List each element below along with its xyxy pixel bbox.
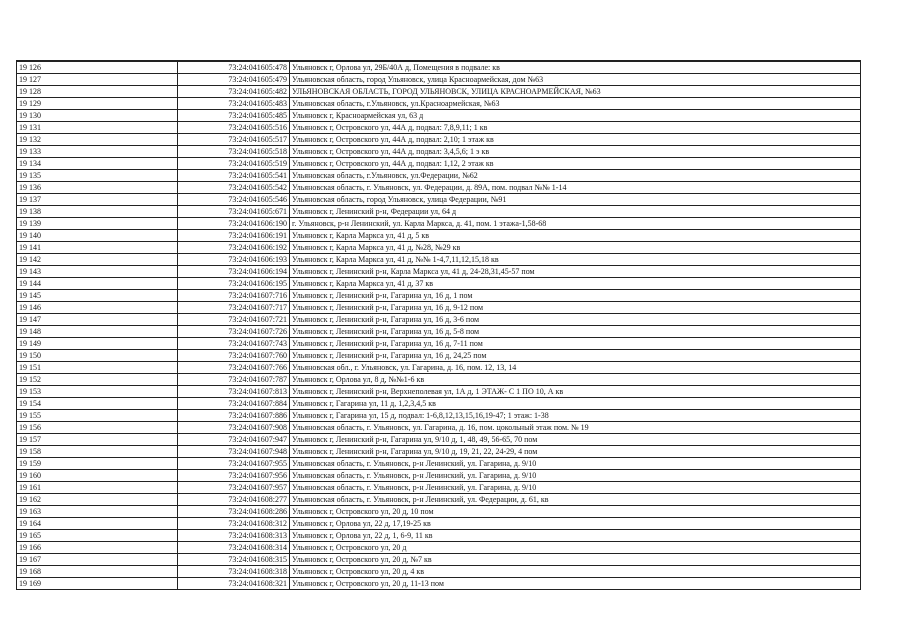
cadastral-number-cell: 73:24:041606:191 — [178, 230, 290, 242]
address-cell: Ульяновск г, Красноармейская ул, 63 д — [290, 110, 861, 122]
table-row — [17, 374, 861, 386]
table-row — [17, 98, 861, 110]
cadastral-number-cell: 73:24:041607:743 — [178, 338, 290, 350]
row-number-cell: 19 148 — [17, 326, 178, 338]
row-number-cell: 19 167 — [17, 554, 178, 566]
cadastral-number-cell: 73:24:041607:908 — [178, 422, 290, 434]
cadastral-number-cell: 73:24:041605:479 — [178, 74, 290, 86]
address-cell: Ульяновск г, Орлова ул, 29Б/40А д, Помещения в подвале: кв — [290, 61, 861, 74]
table-row — [17, 266, 861, 278]
address-cell: Ульяновск г, Ленинский р-н, Гагарина ул, 16 д, 9-12 пом — [290, 302, 861, 314]
row-number-cell: 19 151 — [17, 362, 178, 374]
cadastral-number-cell: 73:24:041607:787 — [178, 374, 290, 386]
address-cell: Ульяновская обл., г. Ульяновск, ул. Гагарина, д. 16, пом. 12, 13, 14 — [290, 362, 861, 374]
table-row — [17, 542, 861, 554]
cadastral-number-cell: 73:24:041605:671 — [178, 206, 290, 218]
address-cell: Ульяновск г, Островского ул, 44А д, подвал: 1,12, 2 этаж кв — [290, 158, 861, 170]
address-cell: Ульяновск г, Ленинский р-н, Гагарина ул, 16 д, 24,25 пом — [290, 350, 861, 362]
table-row — [17, 422, 861, 434]
address-cell: УЛЬЯНОВСКАЯ ОБЛАСТЬ, ГОРОД УЛЬЯНОВСК, УЛИЦА КРАСНОАРМЕЙСКАЯ, №63 — [290, 86, 861, 98]
cadastral-number-cell: 73:24:041608:286 — [178, 506, 290, 518]
row-number-cell: 19 168 — [17, 566, 178, 578]
cadastral-number-cell: 73:24:041605:541 — [178, 170, 290, 182]
table-row — [17, 458, 861, 470]
address-cell: Ульяновск г, Карла Маркса ул, 41 д, №28, №29 кв — [290, 242, 861, 254]
cadastral-number-cell: 73:24:041607:886 — [178, 410, 290, 422]
table-row — [17, 386, 861, 398]
cadastral-number-cell: 73:24:041606:195 — [178, 278, 290, 290]
cadastral-number-cell: 73:24:041607:813 — [178, 386, 290, 398]
table-row — [17, 302, 861, 314]
table-row — [17, 242, 861, 254]
cadastral-number-cell: 73:24:041605:483 — [178, 98, 290, 110]
row-number-cell: 19 153 — [17, 386, 178, 398]
row-number-cell: 19 126 — [17, 61, 178, 74]
cadastral-number-cell: 73:24:041607:956 — [178, 470, 290, 482]
row-number-cell: 19 131 — [17, 122, 178, 134]
address-cell: Ульяновск г, Островского ул, 20 д — [290, 542, 861, 554]
row-number-cell: 19 162 — [17, 494, 178, 506]
address-cell: Ульяновск г, Карла Маркса ул, 41 д, №№ 1-4,7,11,12,15,18 кв — [290, 254, 861, 266]
table-row — [17, 170, 861, 182]
row-number-cell: 19 138 — [17, 206, 178, 218]
table-row — [17, 206, 861, 218]
row-number-cell: 19 147 — [17, 314, 178, 326]
table-row — [17, 362, 861, 374]
address-cell: Ульяновск г, Ленинский р-н, Гагарина ул, 16 д, 7-11 пом — [290, 338, 861, 350]
cadastral-number-cell: 73:24:041605:542 — [178, 182, 290, 194]
row-number-cell: 19 142 — [17, 254, 178, 266]
cadastral-number-cell: 73:24:041607:716 — [178, 290, 290, 302]
row-number-cell: 19 169 — [17, 578, 178, 590]
address-cell: Ульяновск г, Ленинский р-н, Карла Маркса ул, 41 д, 24-28,31,45-57 пом — [290, 266, 861, 278]
row-number-cell: 19 129 — [17, 98, 178, 110]
table-row — [17, 314, 861, 326]
address-cell: Ульяновская область, г. Ульяновск, ул. Федерации, д. 89А, пом. подвал №№ 1-14 — [290, 182, 861, 194]
cadastral-number-cell: 73:24:041605:517 — [178, 134, 290, 146]
cadastral-number-cell: 73:24:041605:482 — [178, 86, 290, 98]
address-cell: Ульяновская область, город Ульяновск, улица Красноармейская, дом №63 — [290, 74, 861, 86]
cadastral-number-cell: 73:24:041605:546 — [178, 194, 290, 206]
table-row — [17, 74, 861, 86]
table-row — [17, 350, 861, 362]
cadastral-number-cell: 73:24:041607:717 — [178, 302, 290, 314]
row-number-cell: 19 166 — [17, 542, 178, 554]
row-number-cell: 19 160 — [17, 470, 178, 482]
address-cell: Ульяновск г, Островского ул, 20 д, 10 пом — [290, 506, 861, 518]
table-row — [17, 326, 861, 338]
table-row — [17, 494, 861, 506]
cadastral-number-cell: 73:24:041607:884 — [178, 398, 290, 410]
table-row — [17, 218, 861, 230]
address-cell: Ульяновск г, Островского ул, 44А д, подвал: 7,8,9,11; 1 кв — [290, 122, 861, 134]
table-row — [17, 578, 861, 590]
row-number-cell: 19 133 — [17, 146, 178, 158]
table-row — [17, 398, 861, 410]
table-row — [17, 230, 861, 242]
table-row — [17, 122, 861, 134]
row-number-cell: 19 137 — [17, 194, 178, 206]
row-number-cell: 19 132 — [17, 134, 178, 146]
table-row — [17, 482, 861, 494]
registry-table — [16, 60, 861, 590]
address-cell: Ульяновская область, г. Ульяновск, р-н Ленинский, ул. Гагарина, д. 9/10 — [290, 470, 861, 482]
address-cell: Ульяновск г, Островского ул, 20 д, 4 кв — [290, 566, 861, 578]
cadastral-number-cell: 73:24:041608:277 — [178, 494, 290, 506]
row-number-cell: 19 157 — [17, 434, 178, 446]
row-number-cell: 19 155 — [17, 410, 178, 422]
table-row — [17, 254, 861, 266]
table-row — [17, 134, 861, 146]
table-row — [17, 278, 861, 290]
address-cell: Ульяновская область, г.Ульяновск, ул.Федерации, №62 — [290, 170, 861, 182]
cadastral-number-cell: 73:24:041607:955 — [178, 458, 290, 470]
address-cell: Ульяновская область, г. Ульяновск, р-н Ленинский, ул. Гагарина, д. 9/10 — [290, 482, 861, 494]
address-cell: Ульяновск г, Орлова ул, 8 д, №№1-6 кв — [290, 374, 861, 386]
cadastral-number-cell: 73:24:041608:314 — [178, 542, 290, 554]
address-cell: Ульяновск г, Карла Маркса ул, 41 д, 37 кв — [290, 278, 861, 290]
table-row — [17, 566, 861, 578]
cadastral-number-cell: 73:24:041606:190 — [178, 218, 290, 230]
row-number-cell: 19 143 — [17, 266, 178, 278]
cadastral-number-cell: 73:24:041608:318 — [178, 566, 290, 578]
cadastral-number-cell: 73:24:041608:313 — [178, 530, 290, 542]
cadastral-number-cell: 73:24:041608:312 — [178, 518, 290, 530]
table-row — [17, 554, 861, 566]
address-cell: Ульяновская область, г.Ульяновск, ул.Красноармейская, №63 — [290, 98, 861, 110]
address-cell: Ульяновск г, Орлова ул, 22 д, 17,19-25 кв — [290, 518, 861, 530]
address-cell: Ульяновская область, г. Ульяновск, р-н Ленинский, ул. Федерации, д. 61, кв — [290, 494, 861, 506]
table-row — [17, 182, 861, 194]
table-row — [17, 506, 861, 518]
cadastral-number-cell: 73:24:041608:321 — [178, 578, 290, 590]
cadastral-number-cell: 73:24:041608:315 — [178, 554, 290, 566]
row-number-cell: 19 146 — [17, 302, 178, 314]
row-number-cell: 19 135 — [17, 170, 178, 182]
table-row — [17, 61, 861, 74]
cadastral-number-cell: 73:24:041607:721 — [178, 314, 290, 326]
cadastral-number-cell: 73:24:041606:192 — [178, 242, 290, 254]
cadastral-number-cell: 73:24:041605:519 — [178, 158, 290, 170]
address-cell: Ульяновская область, г. Ульяновск, р-н Ленинский, ул. Гагарина, д. 9/10 — [290, 458, 861, 470]
row-number-cell: 19 158 — [17, 446, 178, 458]
cadastral-number-cell: 73:24:041606:193 — [178, 254, 290, 266]
row-number-cell: 19 128 — [17, 86, 178, 98]
row-number-cell: 19 141 — [17, 242, 178, 254]
row-number-cell: 19 159 — [17, 458, 178, 470]
address-cell: Ульяновск г, Ленинский р-н, Федерации ул, 64 д — [290, 206, 861, 218]
row-number-cell: 19 149 — [17, 338, 178, 350]
table-row — [17, 194, 861, 206]
address-cell: Ульяновск г, Ленинский р-н, Гагарина ул, 16 д, 5-8 пом — [290, 326, 861, 338]
table-row — [17, 146, 861, 158]
cadastral-number-cell: 73:24:041607:760 — [178, 350, 290, 362]
row-number-cell: 19 139 — [17, 218, 178, 230]
row-number-cell: 19 152 — [17, 374, 178, 386]
address-cell: Ульяновск г, Островского ул, 20 д, №7 кв — [290, 554, 861, 566]
row-number-cell: 19 130 — [17, 110, 178, 122]
row-number-cell: 19 127 — [17, 74, 178, 86]
table-row — [17, 518, 861, 530]
cadastral-number-cell: 73:24:041605:485 — [178, 110, 290, 122]
address-cell: Ульяновск г, Гагарина ул, 11 д, 1,2,3,4,5 кв — [290, 398, 861, 410]
row-number-cell: 19 163 — [17, 506, 178, 518]
cadastral-number-cell: 73:24:041607:957 — [178, 482, 290, 494]
address-cell: Ульяновск г, Ленинский р-н, Гагарина ул, 9/10 д, 1, 48, 49, 56-65, 70 пом — [290, 434, 861, 446]
row-number-cell: 19 145 — [17, 290, 178, 302]
cadastral-number-cell: 73:24:041607:947 — [178, 434, 290, 446]
row-number-cell: 19 154 — [17, 398, 178, 410]
address-cell: Ульяновск г, Орлова ул, 22 д, 1, 6-9, 11 кв — [290, 530, 861, 542]
cadastral-number-cell: 73:24:041605:518 — [178, 146, 290, 158]
table-row — [17, 434, 861, 446]
row-number-cell: 19 134 — [17, 158, 178, 170]
cadastral-number-cell: 73:24:041607:948 — [178, 446, 290, 458]
table-row — [17, 110, 861, 122]
address-cell: г. Ульяновск, р-н Ленинский, ул. Карла Маркса, д. 41, пом. 1 этажа-1,58-68 — [290, 218, 861, 230]
address-cell: Ульяновск г, Островского ул, 44А д, подвал: 2,10; 1 этаж кв — [290, 134, 861, 146]
row-number-cell: 19 140 — [17, 230, 178, 242]
table-row — [17, 530, 861, 542]
row-number-cell: 19 150 — [17, 350, 178, 362]
cadastral-number-cell: 73:24:041606:194 — [178, 266, 290, 278]
row-number-cell: 19 156 — [17, 422, 178, 434]
address-cell: Ульяновск г, Ленинский р-н, Верхнеполевая ул, 1А д, 1 ЭТАЖ- С 1 ПО 10, А кв — [290, 386, 861, 398]
row-number-cell: 19 144 — [17, 278, 178, 290]
registry-body — [17, 61, 861, 590]
table-row — [17, 470, 861, 482]
row-number-cell: 19 165 — [17, 530, 178, 542]
address-cell: Ульяновск г, Островского ул, 20 д, 11-13 пом — [290, 578, 861, 590]
address-cell: Ульяновская область, город Ульяновск, улица Федерации, №91 — [290, 194, 861, 206]
cadastral-number-cell: 73:24:041605:478 — [178, 61, 290, 74]
address-cell: Ульяновск г, Карла Маркса ул, 41 д, 5 кв — [290, 230, 861, 242]
address-cell: Ульяновск г, Островского ул, 44А д, подвал: 3,4,5,6; 1 э кв — [290, 146, 861, 158]
address-cell: Ульяновск г, Ленинский р-н, Гагарина ул, 9/10 д, 19, 21, 22, 24-29, 4 пом — [290, 446, 861, 458]
cadastral-number-cell: 73:24:041607:766 — [178, 362, 290, 374]
table-row — [17, 290, 861, 302]
row-number-cell: 19 164 — [17, 518, 178, 530]
table-row — [17, 158, 861, 170]
table-row — [17, 410, 861, 422]
cadastral-number-cell: 73:24:041605:516 — [178, 122, 290, 134]
row-number-cell: 19 136 — [17, 182, 178, 194]
table-row — [17, 86, 861, 98]
cadastral-number-cell: 73:24:041607:726 — [178, 326, 290, 338]
table-row — [17, 338, 861, 350]
table-row — [17, 446, 861, 458]
address-cell: Ульяновск г, Ленинский р-н, Гагарина ул, 16 д, 1 пом — [290, 290, 861, 302]
address-cell: Ульяновская область, г. Ульяновск, ул. Гагарина, д. 16, пом. цокольный этаж пом. № 19 — [290, 422, 861, 434]
row-number-cell: 19 161 — [17, 482, 178, 494]
address-cell: Ульяновск г, Ленинский р-н, Гагарина ул, 16 д, 3-6 пом — [290, 314, 861, 326]
address-cell: Ульяновск г, Гагарина ул, 15 д, подвал: 1-6,8,12,13,15,16,19-47; 1 этаж: 1-38 — [290, 410, 861, 422]
